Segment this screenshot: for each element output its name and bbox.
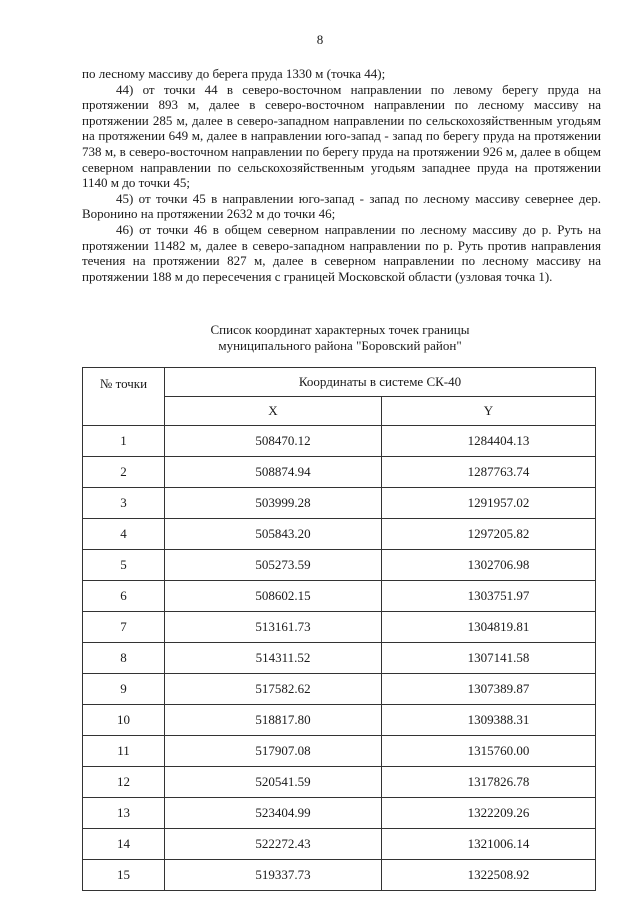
table-row bbox=[83, 519, 596, 550]
table-row bbox=[83, 705, 596, 736]
header-point-number: № точки bbox=[83, 368, 165, 426]
header-y: Y bbox=[382, 397, 596, 426]
x-coordinate-cell: 513161.73 bbox=[165, 612, 382, 643]
header-x: X bbox=[165, 397, 382, 426]
y-coordinate-cell: 1302706.98 bbox=[382, 550, 596, 581]
y-coordinate-cell: 1297205.82 bbox=[382, 519, 596, 550]
coordinates-list-title bbox=[0, 322, 640, 354]
x-coordinate-cell: 503999.28 bbox=[165, 488, 382, 519]
point-number-cell: 12 bbox=[83, 767, 165, 798]
y-coordinate-cell: 1309388.31 bbox=[382, 705, 596, 736]
y-coordinate-cell: 1322508.92 bbox=[382, 860, 596, 891]
x-coordinate-cell: 508470.12 bbox=[165, 426, 382, 457]
paragraph-45: 45) от точки 45 в направлении юго-запад - запад по лесному массиву севернее дер. Воронино на протяжении 2632 м до точки 46; bbox=[82, 190, 601, 222]
point-number-cell: 3 bbox=[83, 488, 165, 519]
x-coordinate-cell: 508874.94 bbox=[165, 457, 382, 488]
point-number-cell: 2 bbox=[83, 457, 165, 488]
x-coordinate-cell: 517907.08 bbox=[165, 736, 382, 767]
x-coordinate-cell: 520541.59 bbox=[165, 767, 382, 798]
point-number-cell: 1 bbox=[83, 426, 165, 457]
table-row bbox=[83, 829, 596, 860]
list-title-line-2: муниципального района "Боровский район" bbox=[218, 338, 462, 353]
x-coordinate-cell: 505843.20 bbox=[165, 519, 382, 550]
point-number-cell: 7 bbox=[83, 612, 165, 643]
body-text bbox=[82, 66, 601, 284]
x-coordinate-cell: 523404.99 bbox=[165, 798, 382, 829]
point-number-cell: 6 bbox=[83, 581, 165, 612]
paragraph-44: 44) от точки 44 в северо-восточном направлении по левому берегу пруда на протяжении 893 м, далее в северо-восточном направлении по лесному массиву на протяжении 285 м, далее в северо-западном направлении по сельскохозяйственным угодьям на протяжении 649 м, далее в направлении юго-запад - запад по берегу пруда на протяжении 738 м, в северо-восточном направлении по берегу пруда на протяжении 926 м, далее в общем северном направлении по сельскохозяйственным угодьям западнее пруда на протяжении 1140 м до точки 45; bbox=[82, 81, 601, 191]
table-row bbox=[83, 674, 596, 705]
y-coordinate-cell: 1284404.13 bbox=[382, 426, 596, 457]
x-coordinate-cell: 514311.52 bbox=[165, 643, 382, 674]
x-coordinate-cell: 522272.43 bbox=[165, 829, 382, 860]
table-row bbox=[83, 426, 596, 457]
table-row bbox=[83, 612, 596, 643]
y-coordinate-cell: 1291957.02 bbox=[382, 488, 596, 519]
y-coordinate-cell: 1315760.00 bbox=[382, 736, 596, 767]
point-number-cell: 13 bbox=[83, 798, 165, 829]
x-coordinate-cell: 508602.15 bbox=[165, 581, 382, 612]
table-row bbox=[83, 643, 596, 674]
paragraph-continuation: по лесному массиву до берега пруда 1330 м (точка 44); bbox=[82, 66, 386, 81]
coordinates-table-body bbox=[83, 426, 596, 891]
table-row bbox=[83, 798, 596, 829]
table-row bbox=[83, 581, 596, 612]
point-number-cell: 11 bbox=[83, 736, 165, 767]
paragraph-46: 46) от точки 46 в общем северном направлении по лесному массиву до р. Руть на протяжении 11482 м, далее в северо-западном направлении по р. Руть против направления течения на протяжении 827 м, далее в северном направлении по лесному массиву на протяжении 188 м до пересечения с границей Московской области (узловая точка 1). bbox=[82, 221, 601, 284]
y-coordinate-cell: 1304819.81 bbox=[382, 612, 596, 643]
point-number-cell: 9 bbox=[83, 674, 165, 705]
list-title-line-1: Список координат характерных точек границы bbox=[210, 322, 470, 337]
point-number-cell: 4 bbox=[83, 519, 165, 550]
table-row bbox=[83, 488, 596, 519]
y-coordinate-cell: 1307389.87 bbox=[382, 674, 596, 705]
y-coordinate-cell: 1303751.97 bbox=[382, 581, 596, 612]
x-coordinate-cell: 505273.59 bbox=[165, 550, 382, 581]
table-row bbox=[83, 860, 596, 891]
y-coordinate-cell: 1321006.14 bbox=[382, 829, 596, 860]
x-coordinate-cell: 518817.80 bbox=[165, 705, 382, 736]
x-coordinate-cell: 519337.73 bbox=[165, 860, 382, 891]
y-coordinate-cell: 1322209.26 bbox=[382, 798, 596, 829]
y-coordinate-cell: 1317826.78 bbox=[382, 767, 596, 798]
table-row bbox=[83, 550, 596, 581]
table-row bbox=[83, 767, 596, 798]
point-number-cell: 14 bbox=[83, 829, 165, 860]
y-coordinate-cell: 1287763.74 bbox=[382, 457, 596, 488]
y-coordinate-cell: 1307141.58 bbox=[382, 643, 596, 674]
point-number-cell: 5 bbox=[83, 550, 165, 581]
header-coordinates-system: Координаты в системе СК-40 bbox=[165, 368, 596, 397]
point-number-cell: 10 bbox=[83, 705, 165, 736]
point-number-cell: 8 bbox=[83, 643, 165, 674]
point-number-cell: 15 bbox=[83, 860, 165, 891]
table-row bbox=[83, 736, 596, 767]
coordinates-table bbox=[82, 367, 596, 891]
table-row bbox=[83, 457, 596, 488]
page-number: 8 bbox=[316, 32, 324, 47]
x-coordinate-cell: 517582.62 bbox=[165, 674, 382, 705]
